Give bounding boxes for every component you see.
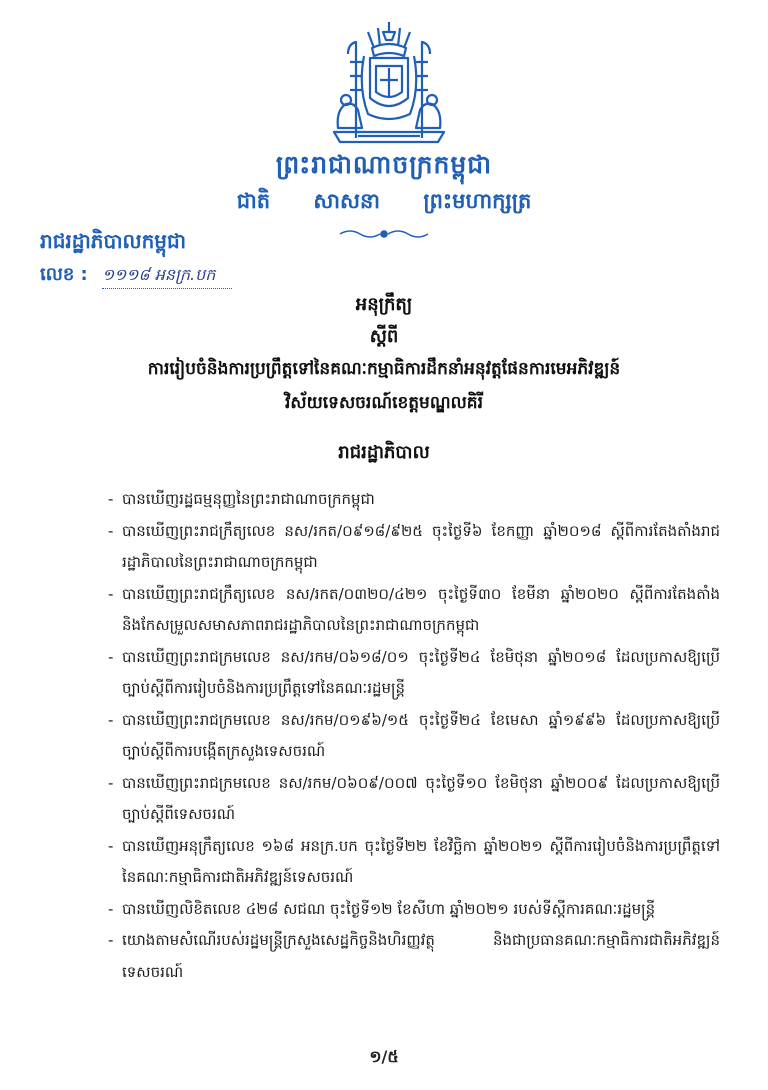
subject-line-2: វិស័យទេសចរណ៍ខេត្តមណ្ឌលគិរី [285,393,483,413]
government-name: រាជរដ្ឋាភិបាលកម្ពុជា [40,229,186,253]
preamble-list [108,484,720,988]
reference-line [40,262,232,289]
list-item: - បានឃើញលិខិតលេខ ៤២៨ សជណ ចុះថ្ងៃទី១២ ខែសីហា ឆ្នាំ២០២១ របស់ទីស្តីការគណៈរដ្ឋមន្ត្រី [108,899,656,918]
list-item-text: បានឃើញព្រះរាជក្រមលេខ នស/រកម/០៦០៩/០០៧ ចុះថ្ងៃទី១០ ខែមិថុនា ឆ្នាំ២០០៩ ដែលប្រកាសឱ្យប្រើច្បាប់ស្តីពីទេសចរណ៍ [122,773,720,823]
list-item: - បានឃើញព្រះរាជក្រមលេខ នស/រកម/០៦១៨/០១ ចុះថ្ងៃទី២៤ ខែមិថុនា ឆ្នាំ២០១៨ ដែលប្រកាសឱ្យប្រើច្បាប់ស្តីពីការរៀបចំនិងការប្រព្រឹត្តទៅនៃគណៈរដ្ឋមន្ត្រី [108,647,720,697]
royal-arms-emblem-icon [328,18,450,146]
regarding-label: ស្តីពី [369,326,399,347]
national-motto [0,188,768,219]
list-item: - បានឃើញអនុក្រឹត្យលេខ ១៦៨ អនក្រ.បក ចុះថ្ងៃទី២២ ខែវិច្ឆិកា ឆ្នាំ២០២១ ស្តីពីការរៀបចំនិងការប្រព្រឹត្តទៅនៃគណៈកម្មាធិការជាតិអភិវឌ្ឍន៍ទេសចរណ៍ [108,836,720,886]
subject-line-1: ការរៀបចំនិងការប្រព្រឹត្តទៅនៃគណៈកម្មាធិការដឹកនាំអនុវត្តផែនការមេអភិវឌ្ឍន៍ [147,359,621,379]
list-item-text: បានឃើញលិខិតលេខ ៤២៨ សជណ ចុះថ្ងៃទី១២ ខែសីហា ឆ្នាំ២០២១ របស់ទីស្តីការគណៈរដ្ឋមន្ត្រី [122,899,656,918]
document-type: អនុក្រឹត្យ [355,294,413,315]
list-item: - បានឃើញព្រះរាជក្រឹត្យលេខ នស/រកត/០៣២០/៤២១ ចុះថ្ងៃទី៣០ ខែមីនា ឆ្នាំ២០២០ ស្តីពីការតែងតាំងនិងកែសម្រួលសមាសភាពរាជរដ្ឋាភិបាលនៃព្រះរាជាណាចក្រកម្ពុជា [108,584,720,634]
kingdom-title: ព្រះរាជាណាចក្រកម្ពុជា [275,150,493,179]
list-item-text: បានឃើញព្រះរាជក្រឹត្យលេខ នស/រកត/០៣២០/៤២១ ចុះថ្ងៃទី៣០ ខែមីនា ឆ្នាំ២០២០ ស្តីពីការតែងតាំងនិងកែសម្រួលសមាសភាពរាជរដ្ឋាភិបាលនៃព្រះរាជាណាចក្រកម្ពុជា [122,584,720,634]
decorative-divider-icon [336,226,432,242]
list-item-text: បានឃើញអនុក្រឹត្យលេខ ១៦៨ អនក្រ.បក ចុះថ្ងៃទី២២ ខែវិច្ឆិកា ឆ្នាំ២០២១ ស្តីពីការរៀបចំនិងការប្រព្រឹត្តទៅនៃគណៈកម្មាធិការជាតិអភិវឌ្ឍន៍ទេសចរណ៍ [122,836,720,886]
list-item: - យោងតាមសំណើរបស់រដ្ឋមន្ត្រីក្រសួងសេដ្ឋកិច្ចនិងហិរញ្ញវត្ថុ និងជាប្រធានគណៈកម្មាធិការជាតិអភិវឌ្ឍន៍ទេសចរណ៍ [108,931,720,981]
list-item-text: យោងតាមសំណើរបស់រដ្ឋមន្ត្រីក្រសួងសេដ្ឋកិច្ចនិងហិរញ្ញវត្ថុ និងជាប្រធានគណៈកម្មាធិការជាតិអភិវឌ្ឍន៍ទេសចរណ៍ [122,931,720,981]
list-item: - បានឃើញព្រះរាជក្រមលេខ នស/រកម/០១៩៦/១៥ ចុះថ្ងៃទី២៤ ខែមេសា ឆ្នាំ១៩៩៦ ដែលប្រកាសឱ្យប្រើច្បាប់ស្តីពីការបង្កើតក្រសួងទេសចរណ៍ [108,710,720,760]
motto-religion: សាសនា [313,189,380,213]
list-item: - បានឃើញព្រះរាជក្រឹត្យលេខ នស/រកត/០៩១៨/៩២៥ ចុះថ្ងៃទី៦ ខែកញ្ញា ឆ្នាំ២០១៨ ស្តីពីការតែងតាំងរាជរដ្ឋាភិបាលនៃព្រះរាជាណាចក្រកម្ពុជា [108,521,720,571]
list-item-text: បានឃើញព្រះរាជក្រឹត្យលេខ នស/រកត/០៩១៨/៩២៥ ចុះថ្ងៃទី៦ ខែកញ្ញា ឆ្នាំ២០១៨ ស្តីពីការតែងតាំងរាជរដ្ឋាភិបាលនៃព្រះរាជាណាចក្រកម្ពុជា [122,521,720,571]
reference-number: ១១១៨ អនក្រ.បក [102,264,232,289]
page-number: ១/៥ [369,1047,399,1066]
reference-label: លេខ : [40,264,88,285]
motto-nation: ជាតិ [236,189,271,213]
issuing-authority: រាជរដ្ឋាភិបាល [338,442,430,463]
motto-king: ព្រះមហាក្សត្រ [423,189,532,213]
list-item-text: បានឃើញព្រះរាជក្រមលេខ នស/រកម/០៦១៨/០១ ចុះថ្ងៃទី២៤ ខែមិថុនា ឆ្នាំ២០១៨ ដែលប្រកាសឱ្យប្រើច្បាប់ស្តីពីការរៀបចំនិងការប្រព្រឹត្តទៅនៃគណៈរដ្ឋមន្ត្រី [122,647,720,697]
list-item: - បានឃើញព្រះរាជក្រមលេខ នស/រកម/០៦០៩/០០៧ ចុះថ្ងៃទី១០ ខែមិថុនា ឆ្នាំ២០០៩ ដែលប្រកាសឱ្យប្រើច្បាប់ស្តីពីទេសចរណ៍ [108,773,720,823]
list-item: - បានឃើញរដ្ឋធម្មនុញ្ញនៃព្រះរាជាណាចក្រកម្ពុជា [108,490,375,508]
list-item-text: បានឃើញរដ្ឋធម្មនុញ្ញនៃព្រះរាជាណាចក្រកម្ពុជា [122,490,375,508]
list-item-text: បានឃើញព្រះរាជក្រមលេខ នស/រកម/០១៩៦/១៥ ចុះថ្ងៃទី២៤ ខែមេសា ឆ្នាំ១៩៩៦ ដែលប្រកាសឱ្យប្រើច្បាប់ស្តីពីការបង្កើតក្រសួងទេសចរណ៍ [122,710,720,760]
